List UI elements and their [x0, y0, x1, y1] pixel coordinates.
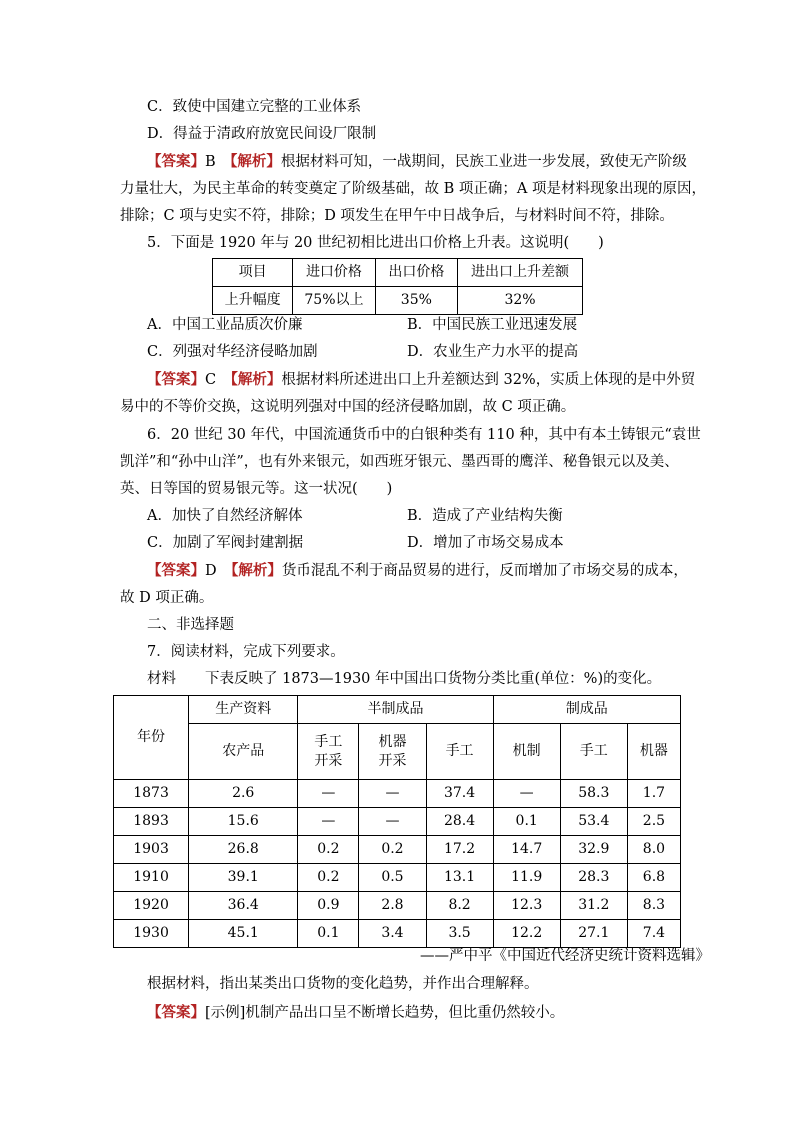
- table-cell: 32.9: [560, 836, 627, 864]
- table-cell: 58.3: [560, 780, 627, 808]
- table-cell: 6.8: [627, 864, 680, 892]
- table-cell: 13.1: [426, 864, 493, 892]
- table-cell: 75%以上: [293, 287, 375, 315]
- answer-tag: 【答案】: [147, 371, 205, 388]
- table-cell: 8.0: [627, 836, 680, 864]
- table-cell: 11.9: [493, 864, 560, 892]
- table-cell: 2.5: [627, 808, 680, 836]
- table-row: [114, 696, 681, 724]
- table-row: [213, 259, 583, 287]
- table-cell: —: [359, 780, 426, 808]
- table-cell: —: [359, 808, 426, 836]
- table-cell: 7.4: [627, 920, 680, 948]
- table-cell: 14.7: [493, 836, 560, 864]
- q5-answer-line1: [147, 370, 695, 390]
- table-cell: 8.2: [426, 892, 493, 920]
- table-header-cell: 手工 开采: [298, 724, 359, 780]
- q5-option-d: D．农业生产力水平的提高: [407, 344, 579, 360]
- q7-stem: 7．阅读材料，完成下列要求。: [147, 644, 345, 660]
- table-cell: 36.4: [189, 892, 298, 920]
- table-cell: 17.2: [426, 836, 493, 864]
- table-cell: 1.7: [627, 780, 680, 808]
- table-cell: 0.9: [298, 892, 359, 920]
- table-row: [114, 864, 681, 892]
- answer-tag: 【答案】: [147, 562, 205, 579]
- table-cell: —: [298, 780, 359, 808]
- table-cell: 0.2: [359, 836, 426, 864]
- table-cell: 1873: [114, 780, 189, 808]
- table-cell: 26.8: [189, 836, 298, 864]
- answer-text: [示例]机制产品出口呈不断增长趋势，但比重仍然较小。: [205, 1005, 565, 1021]
- table-header-cell: 农产品: [189, 724, 298, 780]
- table-source: ——严中平《中国近代经济史统计资料选辑》: [420, 948, 710, 964]
- table-cell: 39.1: [189, 864, 298, 892]
- table-header-cell: 半制成品: [298, 696, 493, 724]
- q6-stem-line2: 凯洋”和“孙中山洋”，也有外来银元，如西班牙银元、墨西哥的鹰洋、秘鲁银元以及美、: [120, 454, 679, 470]
- q4-option-d: D．得益于清政府放宽民间设厂限制: [147, 126, 377, 142]
- q5-option-a: A．中国工业品质次价廉: [147, 317, 303, 333]
- table-row: [114, 780, 681, 808]
- q5-option-b: B．中国民族工业迅速发展: [407, 317, 578, 333]
- table-header-cell: 机制: [493, 724, 560, 780]
- q4-option-c: C．致使中国建立完整的工业体系: [147, 99, 362, 115]
- table-cell: 0.5: [359, 864, 426, 892]
- table-row: [114, 892, 681, 920]
- q6-answer-line1: [147, 561, 688, 581]
- table-cell: 12.3: [493, 892, 560, 920]
- table-cell: 3.4: [359, 920, 426, 948]
- q4-answer-line3: 排除；C 项与史实不符，排除；D 项发生在甲午中日战争后，与材料时间不符，排除。: [120, 208, 674, 224]
- table-cell: 1893: [114, 808, 189, 836]
- table-cell: 12.2: [493, 920, 560, 948]
- q6-stem-line3: 英、日等国的贸易银元等。这一状况( ): [120, 481, 393, 497]
- table-cell: 53.4: [560, 808, 627, 836]
- table-cell: 0.2: [298, 864, 359, 892]
- table-header-cell: 制成品: [493, 696, 680, 724]
- table-cell: 上升幅度: [213, 287, 293, 315]
- analysis-text: 根据材料可知，一战期间，民族工业进一步发展，致使无产阶级: [280, 154, 687, 170]
- analysis-tag: 【解析】: [230, 153, 281, 170]
- table-row: [114, 808, 681, 836]
- table-header-cell: 手工: [426, 724, 493, 780]
- analysis-text: 货币混乱不利于商品贸易的进行，反而增加了市场交易的成本，: [281, 563, 688, 579]
- table-cell: —: [298, 808, 359, 836]
- export-goods-table: [113, 695, 681, 948]
- analysis-tag: 【解析】: [231, 562, 282, 579]
- answer-tag: 【答案】: [147, 1004, 205, 1021]
- table-header-cell: 进口价格: [293, 259, 375, 287]
- q6-option-a: A．加快了自然经济解体: [147, 508, 303, 524]
- table-header-cell: 手工: [560, 724, 627, 780]
- table-cell: 1930: [114, 920, 189, 948]
- table-cell: 1920: [114, 892, 189, 920]
- table-header-cell: 进出口上升差额: [458, 259, 583, 287]
- q7-requirement: 根据材料，指出某类出口货物的变化趋势，并作出合理解释。: [147, 976, 539, 992]
- q5-price-table: [212, 258, 583, 315]
- q4-answer-line2: 力量壮大，为民主革命的转变奠定了阶级基础，故 B 项正确；A 项是材料现象出现的原因，: [120, 181, 706, 197]
- table-cell: —: [493, 780, 560, 808]
- table-cell: 8.3: [627, 892, 680, 920]
- table-row: [114, 836, 681, 864]
- table-cell: 37.4: [426, 780, 493, 808]
- q4-answer-line1: [147, 152, 687, 172]
- table-cell: 2.6: [189, 780, 298, 808]
- q5-option-c: C．列强对华经济侵略加剧: [147, 344, 318, 360]
- q6-answer-line2: 故 D 项正确。: [120, 590, 214, 606]
- table-cell: 0.2: [298, 836, 359, 864]
- answer-letter: B: [205, 154, 231, 170]
- q5-answer-line2: 易中的不等价交换，这说明列强对中国的经济侵略加剧，故 C 项正确。: [120, 399, 576, 415]
- section-heading: 二、非选择题: [147, 617, 234, 633]
- table-cell: 45.1: [189, 920, 298, 948]
- answer-letter: D: [205, 563, 232, 579]
- table-cell: 2.8: [359, 892, 426, 920]
- q6-stem-line1: 6．20 世纪 30 年代，中国流通货币中的白银种类有 110 种，其中有本土铸银元“袁世: [147, 427, 701, 443]
- answer-tag: 【答案】: [147, 153, 205, 170]
- q6-option-b: B．造成了产业结构失衡: [407, 508, 563, 524]
- q6-option-c: C．加剧了军阀封建割据: [147, 535, 304, 551]
- q7-answer: [147, 1003, 564, 1023]
- table-cell: 3.5: [426, 920, 493, 948]
- table-cell: 15.6: [189, 808, 298, 836]
- analysis-tag: 【解析】: [230, 371, 282, 388]
- table-cell: 31.2: [560, 892, 627, 920]
- table-row: [114, 724, 681, 780]
- table-cell: 0.1: [298, 920, 359, 948]
- q6-option-d: D．增加了市场交易成本: [407, 535, 564, 551]
- table-cell: 0.1: [493, 808, 560, 836]
- table-header-cell: 出口价格: [375, 259, 457, 287]
- table-header-cell: 生产资料: [189, 696, 298, 724]
- table-cell: 28.4: [426, 808, 493, 836]
- analysis-text: 根据材料所述进出口上升差额达到 32%，实质上体现的是中外贸: [281, 372, 696, 388]
- table-header-cell: 机器: [627, 724, 680, 780]
- answer-letter: C: [205, 372, 231, 388]
- table-header-cell: 项目: [213, 259, 293, 287]
- table-row: [114, 920, 681, 948]
- table-cell: 28.3: [560, 864, 627, 892]
- table-cell: 1910: [114, 864, 189, 892]
- table-header-cell: 机器 开采: [359, 724, 426, 780]
- q7-material: 材料 下表反映了 1873—1930 年中国出口货物分类比重(单位：%)的变化。: [147, 671, 662, 687]
- table-cell: 1903: [114, 836, 189, 864]
- table-cell: 27.1: [560, 920, 627, 948]
- table-header-cell: 年份: [114, 696, 189, 780]
- q5-stem: 5．下面是 1920 年与 20 世纪初相比进出口价格上升表。这说明( ): [147, 235, 604, 251]
- table-cell: 32%: [458, 287, 583, 315]
- table-cell: 35%: [375, 287, 457, 315]
- table-row: [213, 287, 583, 315]
